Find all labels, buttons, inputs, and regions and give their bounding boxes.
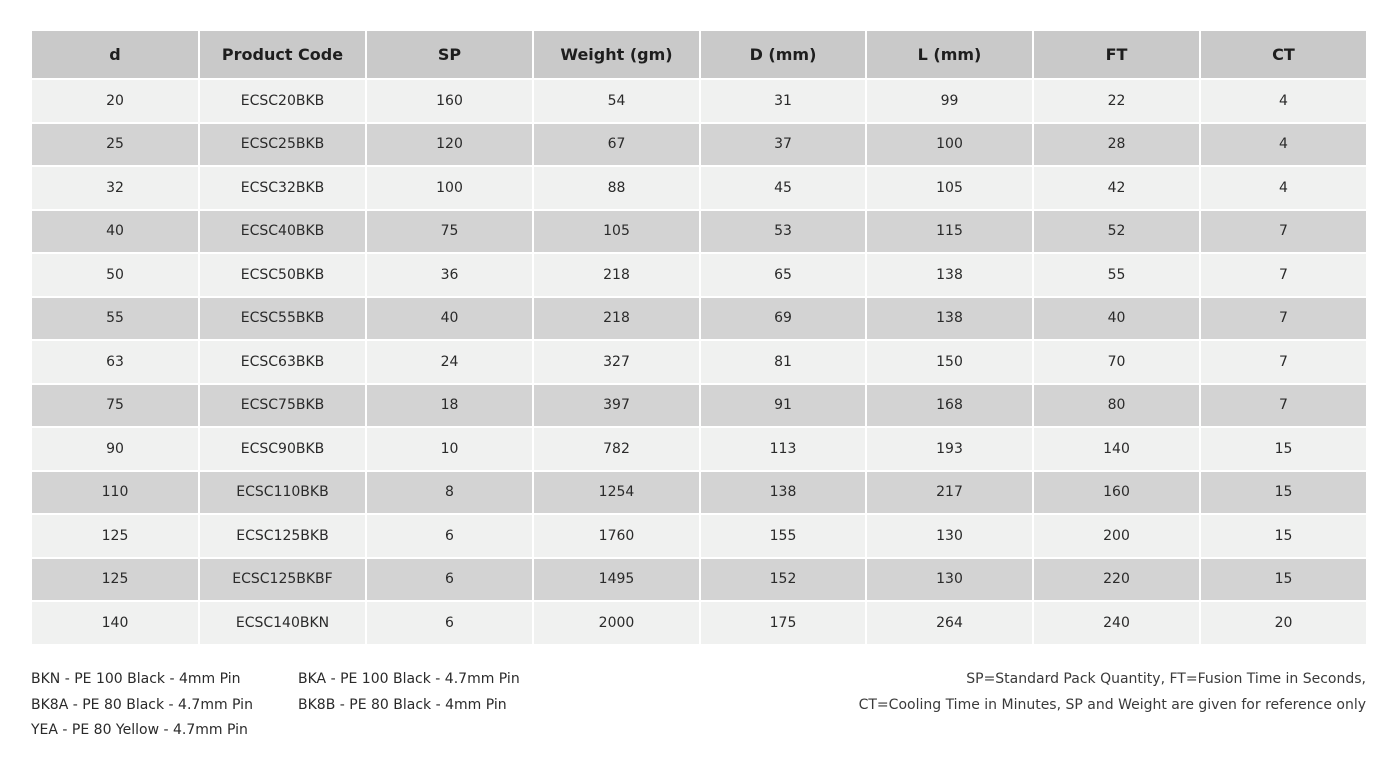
cell-ct: 7 (1200, 384, 1366, 428)
cell-d-mm: 53 (700, 210, 866, 254)
material-note: BKN - PE 100 Black - 4mm Pin (31, 671, 241, 687)
cell-ct: 4 (1200, 166, 1366, 210)
cell-ft: 200 (1033, 514, 1200, 558)
cell-l-mm: 105 (866, 166, 1033, 210)
cell-l-mm: 264 (866, 601, 1033, 644)
cell-ft: 40 (1033, 297, 1200, 341)
cell-weight: 67 (533, 123, 700, 167)
cell-ft: 80 (1033, 384, 1200, 428)
cell-sp: 24 (366, 340, 533, 384)
cell-d: 20 (32, 79, 199, 123)
table-row (32, 297, 1366, 341)
cell-sp: 6 (366, 601, 533, 644)
cell-product-code: ECSC125BKB (199, 514, 366, 558)
cell-d: 63 (32, 340, 199, 384)
cell-ct: 15 (1200, 558, 1366, 602)
cell-d-mm: 37 (700, 123, 866, 167)
legend-line: SP=Standard Pack Quantity, FT=Fusion Time in Seconds, (966, 671, 1366, 687)
cell-product-code: ECSC32BKB (199, 166, 366, 210)
cell-d: 125 (32, 514, 199, 558)
cell-l-mm: 100 (866, 123, 1033, 167)
cell-weight: 1495 (533, 558, 700, 602)
cell-d: 40 (32, 210, 199, 254)
cell-ft: 220 (1033, 558, 1200, 602)
cell-sp: 120 (366, 123, 533, 167)
cell-d-mm: 155 (700, 514, 866, 558)
cell-product-code: ECSC50BKB (199, 253, 366, 297)
cell-sp: 36 (366, 253, 533, 297)
cell-weight: 54 (533, 79, 700, 123)
table-row (32, 601, 1366, 644)
table-row (32, 210, 1366, 254)
cell-weight: 327 (533, 340, 700, 384)
cell-d: 75 (32, 384, 199, 428)
cell-l-mm: 168 (866, 384, 1033, 428)
cell-ft: 22 (1033, 79, 1200, 123)
cell-d-mm: 113 (700, 427, 866, 471)
table-row (32, 253, 1366, 297)
table-row (32, 340, 1366, 384)
cell-ct: 4 (1200, 79, 1366, 123)
cell-d-mm: 175 (700, 601, 866, 644)
header-cell-product-code: Product Code (199, 31, 366, 79)
cell-weight: 1254 (533, 471, 700, 515)
cell-ft: 42 (1033, 166, 1200, 210)
table-row (32, 558, 1366, 602)
header-row (32, 31, 1366, 79)
cell-ct: 4 (1200, 123, 1366, 167)
legend-line: CT=Cooling Time in Minutes, SP and Weight are given for reference only (858, 696, 1366, 713)
cell-ft: 70 (1033, 340, 1200, 384)
material-note: BK8A - PE 80 Black - 4.7mm Pin (31, 696, 253, 713)
table-row (32, 427, 1366, 471)
cell-l-mm: 130 (866, 558, 1033, 602)
cell-sp: 160 (366, 79, 533, 123)
cell-ct: 15 (1200, 427, 1366, 471)
cell-sp: 8 (366, 471, 533, 515)
cell-ft: 55 (1033, 253, 1200, 297)
cell-weight: 218 (533, 297, 700, 341)
cell-ft: 140 (1033, 427, 1200, 471)
cell-l-mm: 138 (866, 253, 1033, 297)
cell-l-mm: 115 (866, 210, 1033, 254)
cell-l-mm: 130 (866, 514, 1033, 558)
cell-product-code: ECSC90BKB (199, 427, 366, 471)
cell-sp: 6 (366, 558, 533, 602)
table-row (32, 123, 1366, 167)
cell-d: 125 (32, 558, 199, 602)
cell-sp: 18 (366, 384, 533, 428)
cell-d-mm: 69 (700, 297, 866, 341)
cell-sp: 100 (366, 166, 533, 210)
cell-l-mm: 99 (866, 79, 1033, 123)
table-row (32, 514, 1366, 558)
cell-l-mm: 193 (866, 427, 1033, 471)
header-cell-sp: SP (366, 31, 533, 79)
cell-ct: 15 (1200, 471, 1366, 515)
cell-d: 140 (32, 601, 199, 644)
cell-ft: 240 (1033, 601, 1200, 644)
cell-sp: 75 (366, 210, 533, 254)
table-row (32, 166, 1366, 210)
material-note: BK8B - PE 80 Black - 4mm Pin (298, 696, 507, 713)
header-cell-d-mm: D (mm) (700, 31, 866, 79)
table-row (32, 471, 1366, 515)
cell-ct: 7 (1200, 210, 1366, 254)
cell-weight: 88 (533, 166, 700, 210)
cell-ct: 15 (1200, 514, 1366, 558)
cell-l-mm: 217 (866, 471, 1033, 515)
cell-product-code: ECSC110BKB (199, 471, 366, 515)
header-cell-weight: Weight (gm) (533, 31, 700, 79)
cell-product-code: ECSC40BKB (199, 210, 366, 254)
cell-ct: 7 (1200, 340, 1366, 384)
cell-d: 55 (32, 297, 199, 341)
cell-product-code: ECSC75BKB (199, 384, 366, 428)
cell-weight: 782 (533, 427, 700, 471)
material-note: BKA - PE 100 Black - 4.7mm Pin (298, 671, 520, 687)
cell-d: 32 (32, 166, 199, 210)
cell-product-code: ECSC140BKN (199, 601, 366, 644)
cell-ft: 160 (1033, 471, 1200, 515)
cell-weight: 105 (533, 210, 700, 254)
cell-d-mm: 138 (700, 471, 866, 515)
table-body (32, 79, 1366, 644)
material-notes-column-1 (31, 667, 253, 744)
cell-d-mm: 31 (700, 79, 866, 123)
cell-d-mm: 81 (700, 340, 866, 384)
cell-d-mm: 91 (700, 384, 866, 428)
cell-sp: 10 (366, 427, 533, 471)
cell-d: 90 (32, 427, 199, 471)
cell-ct: 7 (1200, 253, 1366, 297)
cell-ct: 7 (1200, 297, 1366, 341)
cell-sp: 6 (366, 514, 533, 558)
cell-weight: 397 (533, 384, 700, 428)
cell-d: 50 (32, 253, 199, 297)
table-row (32, 384, 1366, 428)
cell-weight: 2000 (533, 601, 700, 644)
cell-d-mm: 65 (700, 253, 866, 297)
abbreviation-legend (859, 667, 1366, 718)
material-note: YEA - PE 80 Yellow - 4.7mm Pin (31, 722, 248, 738)
cell-product-code: ECSC125BKBF (199, 558, 366, 602)
product-spec-table (32, 31, 1366, 644)
material-notes-column-2 (298, 667, 520, 718)
cell-ft: 52 (1033, 210, 1200, 254)
cell-l-mm: 150 (866, 340, 1033, 384)
cell-product-code: ECSC20BKB (199, 79, 366, 123)
cell-l-mm: 138 (866, 297, 1033, 341)
cell-d-mm: 45 (700, 166, 866, 210)
cell-weight: 218 (533, 253, 700, 297)
header-cell-d: d (32, 31, 199, 79)
header-cell-ct: CT (1200, 31, 1366, 79)
cell-sp: 40 (366, 297, 533, 341)
cell-ft: 28 (1033, 123, 1200, 167)
cell-product-code: ECSC63BKB (199, 340, 366, 384)
cell-product-code: ECSC55BKB (199, 297, 366, 341)
cell-weight: 1760 (533, 514, 700, 558)
cell-d: 110 (32, 471, 199, 515)
header-cell-ft: FT (1033, 31, 1200, 79)
cell-d: 25 (32, 123, 199, 167)
cell-ct: 20 (1200, 601, 1366, 644)
table-header (32, 31, 1366, 79)
cell-d-mm: 152 (700, 558, 866, 602)
header-cell-l-mm: L (mm) (866, 31, 1033, 79)
table-row (32, 79, 1366, 123)
cell-product-code: ECSC25BKB (199, 123, 366, 167)
